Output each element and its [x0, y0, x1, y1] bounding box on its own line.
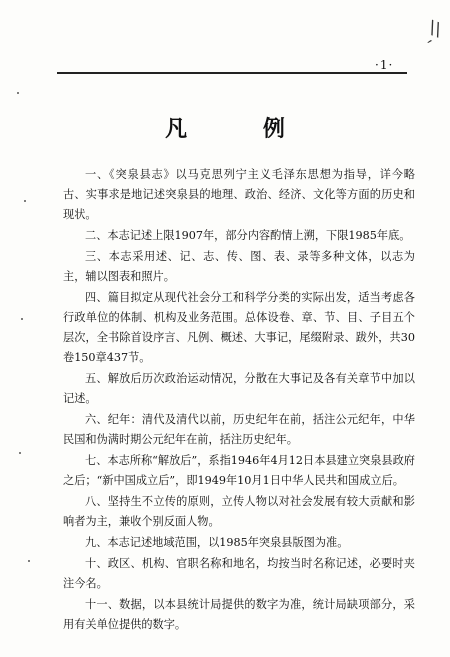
- scan-speck: [17, 92, 19, 94]
- paragraph-9: 九、本志记述地域范围，以1985年突泉县版图为准。: [85, 536, 349, 549]
- body-text: [63, 165, 415, 636]
- paragraph-7: 七、本志所称“解放后”，系指1946年4月12日本县建立突泉县政府之后；“新中国成立后”，即1949年10月1日中华人民共和国成立后。: [63, 454, 415, 487]
- header-rule: [57, 72, 407, 74]
- paragraph-2: 二、本志记述上限1907年，部分内容酌情上溯，下限1985年底。: [85, 229, 411, 242]
- scan-speck: [24, 200, 26, 202]
- paragraph-6: 六、纪年：清代及清代以前，历史纪年在前，括注公元纪年，中华民国和伪满时期公元纪年在前，括注历史纪年。: [63, 413, 415, 446]
- scan-speck: [19, 452, 21, 454]
- paragraph-1: 一、《突泉县志》以马克思列宁主义毛泽东思想为指导，详今略古、实事求是地记述突泉县的地理、政治、经济、文化等方面的历史和现状。: [63, 168, 415, 221]
- page-title: 凡 例: [165, 116, 319, 142]
- margin-mark: \\ ˊ: [418, 16, 445, 60]
- scan-speck: [28, 560, 30, 562]
- paragraph-8: 八、坚持生不立传的原则，立传人物以对社会发展有较大贡献和影响者为主，兼收个别反面人物。: [63, 495, 415, 528]
- page-number: ·1·: [375, 58, 394, 72]
- paragraph-4: 四、篇目拟定从现代社会分工和科学分类的实际出发，适当考虑各行政单位的体制、机构及业务范围。总体设卷、章、节、目、子目五个层次，全书除首设序言、凡例、概述、大事记，尾缀附录、跋外，共30卷150章437节。: [63, 291, 415, 364]
- paragraph-10: 十、政区、机构、官职名称和地名，均按当时名称记述，必要时夹注今名。: [63, 557, 415, 590]
- scan-speck: [21, 318, 23, 320]
- paragraph-3: 三、本志采用述、记、志、传、图、表、录等多种文体，以志为主，辅以图表和照片。: [63, 250, 415, 283]
- paragraph-11: 十一、数据，以本县统计局提供的数字为准，统计局缺项部分，采用有关单位提供的数字。: [63, 598, 415, 631]
- paragraph-5: 五、解放后历次政治运动情况，分散在大事记及各有关章节中加以记述。: [63, 372, 415, 405]
